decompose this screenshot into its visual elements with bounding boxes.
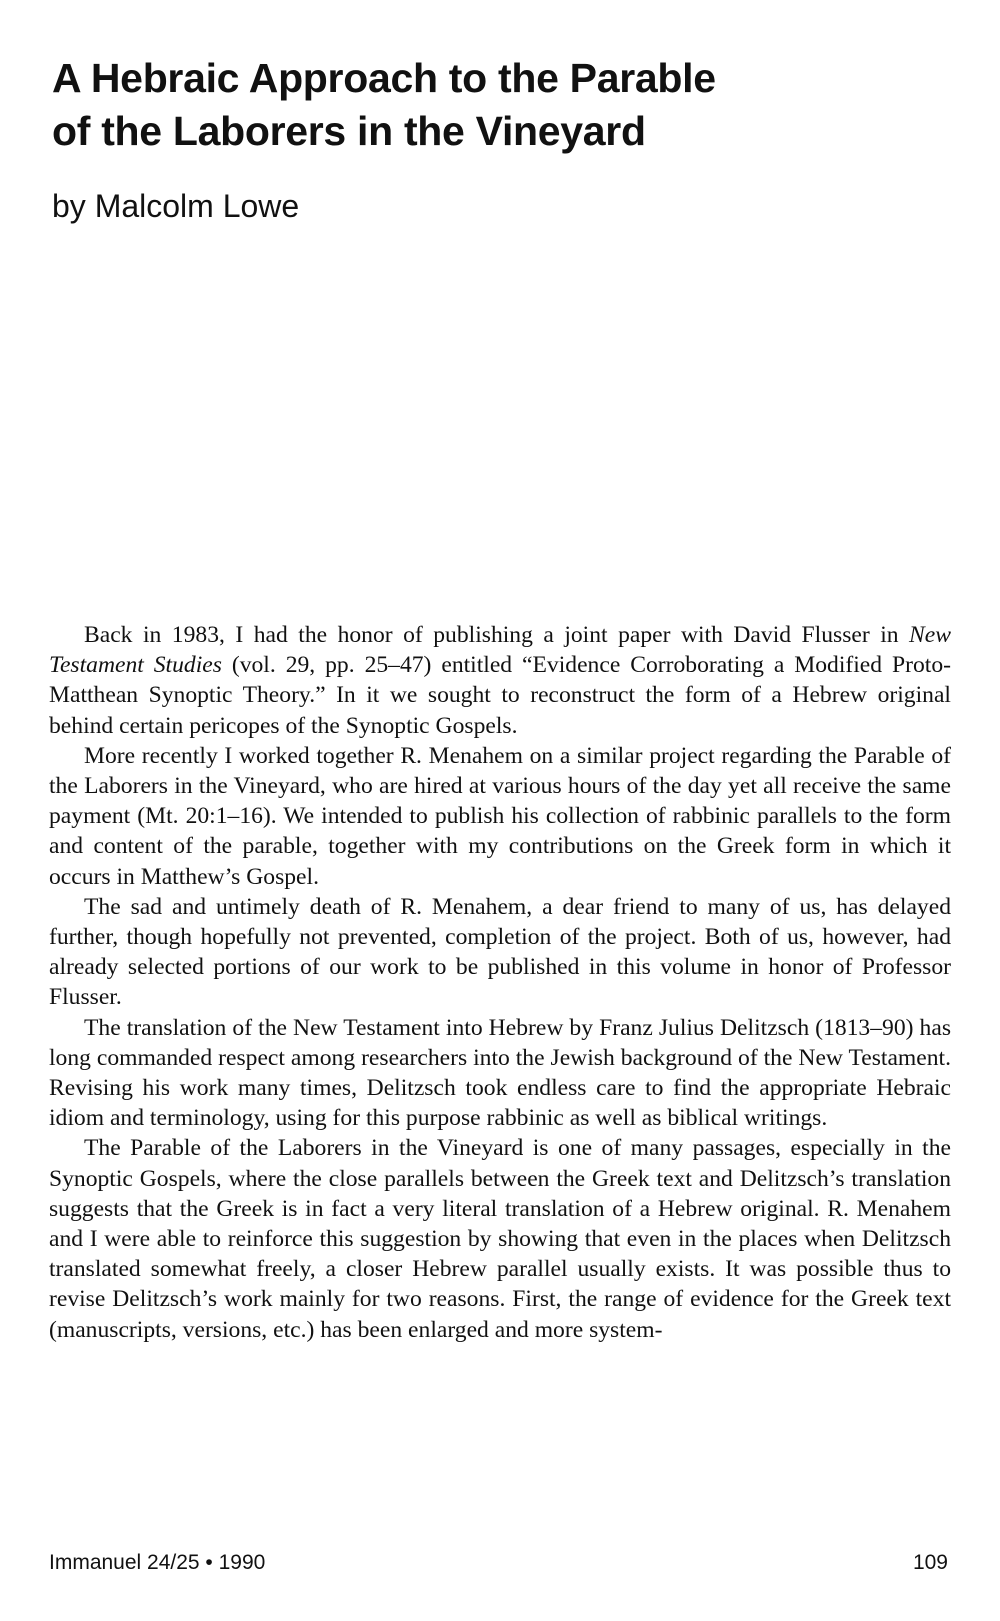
paragraph-4: The translation of the New Testament into Hebrew by Franz Julius Delitzsch (1813–90) has long commanded respect among researchers into the Jewish background of the New Testament. Revising his work many times, Delitzsch took endless care to find the appropriate Hebraic idiom and terminology, using for this purpose rabbinic as well as biblical writings. [49, 1014, 951, 1132]
paragraph-1 [49, 620, 951, 741]
paragraph-5: The Parable of the Laborers in the Vineyard is one of many passages, especially in the Synoptic Gospels, where the close parallels between the Greek text and Delitzsch’s translation suggests that the Greek is in fact a very literal translation of a Hebrew original. R. Menahem and I were able to reinforce this suggestion by showing that even in the places when Delitzsch translated somewhat freely, a closer Hebrew parallel usually exists. It was possible thus to revise Delitzsch’s work mainly for two reasons. First, the range of evidence for the Greek text (manuscripts, versions, etc.) has been enlarged and more system- [49, 1135, 951, 1343]
article-body [49, 620, 951, 1345]
paragraph-1-after: (vol. 29, pp. 25–47) entitled “Evidence Corroborating a Modified Proto-Matthean Synoptic Theory.” In it we sought to reconstruct the form of a Hebrew original behind certain pericopes of the Synoptic Gospels. [49, 652, 951, 739]
footer-page-number: 109 [912, 1551, 948, 1574]
footer-journal-issue: Immanuel 24/25 • 1990 [49, 1551, 266, 1574]
paragraph-3: The sad and untimely death of R. Menahem, a dear friend to many of us, has delayed further, though hopefully not prevented, completion of the project. Both of us, however, had already selected portions of our work to be published in this volume in honor of Professor Flusser. [49, 893, 951, 1011]
article-title-line-1: A Hebraic Approach to the Parable [52, 55, 716, 101]
article-author: by Malcolm Lowe [52, 188, 300, 224]
article-title [52, 52, 952, 158]
paragraph-1-before: Back in 1983, I had the honor of publishing a joint paper with David Flusser in [84, 622, 910, 648]
journal-citation: New Testament Studies [49, 622, 951, 679]
paragraph-2: More recently I worked together R. Menahem on a similar project regarding the Parable of the Laborers in the Vineyard, who are hired at various hours of the day yet all receive the same payment (Mt. 20:1–16). We intended to publish his collection of rabbinic parallels to the form and content of the parable, together with my contributions on the Greek form in which it occurs in Matthew’s Gospel. [49, 742, 951, 890]
article-title-line-2: of the Laborers in the Vineyard [52, 108, 646, 154]
